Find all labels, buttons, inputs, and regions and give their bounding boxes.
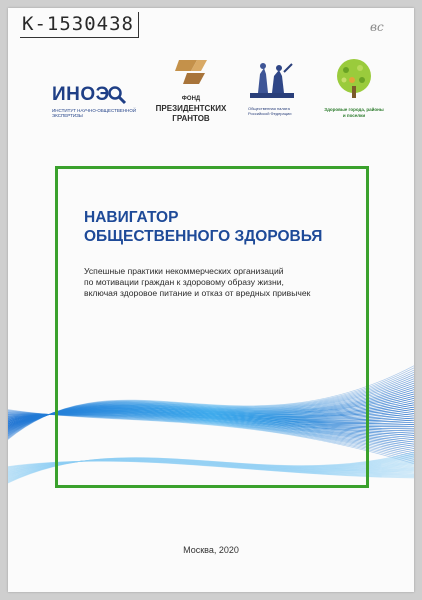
- cover-subtitle: [84, 266, 364, 299]
- tree-icon: [332, 56, 376, 100]
- cities-caption: Здоровые города, районы и поселки: [324, 107, 384, 118]
- ineo-subtitle: ИНСТИТУТ НАУЧНО-ОБЩЕСТВЕННОЙ ЭКСПЕРТИЗЫ: [52, 108, 137, 118]
- book-cover: [8, 8, 414, 592]
- magnifier-icon: [107, 85, 127, 105]
- fund-line2: ПРЕЗИДЕНТСКИХ: [155, 104, 227, 113]
- fund-line3: ГРАНТОВ: [172, 114, 210, 123]
- title-line1: НАВИГАТОР: [84, 209, 179, 226]
- healthy-cities-logo: [324, 56, 384, 118]
- subtitle-line2: по мотивации граждан к здоровому образу жизни,: [84, 277, 284, 287]
- subtitle-line1: Успешные практики некоммерческих организаций: [84, 266, 284, 276]
- chamber-monument-icon: [248, 60, 296, 100]
- subtitle-line3: включая здоровое питание и отказ от вредных привычек: [84, 288, 311, 298]
- cover-title: [84, 208, 364, 246]
- ineo-logo: [52, 84, 144, 118]
- fund-logo: [148, 58, 234, 124]
- public-chamber-logo: [248, 60, 308, 116]
- ineo-wordmark: ИНОЭ: [52, 84, 110, 105]
- chamber-caption: Общественная палата Российской Федерации: [248, 106, 292, 116]
- fund-line1: ФОНД: [181, 96, 201, 102]
- title-line2: ОБЩЕСТВЕННОГО ЗДОРОВЬЯ: [84, 228, 323, 245]
- inventory-stamp: К-1530438: [20, 12, 139, 38]
- fund-emblem-icon: [173, 58, 209, 86]
- handwritten-note: вс: [370, 20, 384, 34]
- publication-place-year: Москва, 2020: [183, 545, 239, 555]
